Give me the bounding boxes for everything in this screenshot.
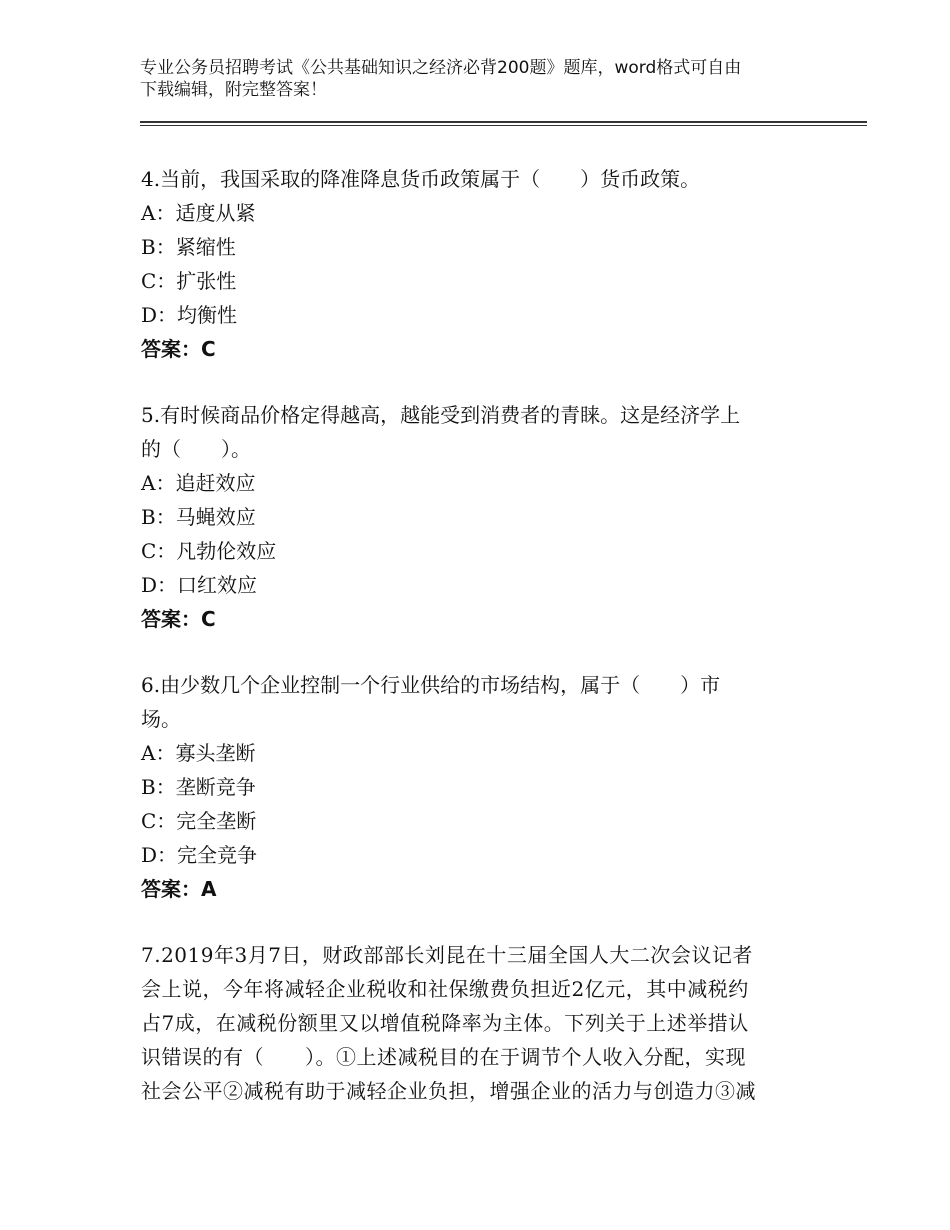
option-b: B：紧缩性 [141,235,236,259]
option-b: B：马蝇效应 [141,505,256,529]
answer-label: 答案：C [141,337,216,361]
option-c: C：扩张性 [141,269,237,293]
option-c: C：凡勃伦效应 [141,539,277,563]
question-block [141,938,806,1108]
answer-label: 答案：C [141,607,216,631]
option-d: D：完全竞争 [141,843,258,867]
question-block [141,162,806,366]
option-d: D：口红效应 [141,573,258,597]
question-text: 社会公平②减税有助于减轻企业负担，增强企业的活力与创造力③减 [141,1079,756,1103]
header-divider [140,125,867,126]
header-line: 专业公务员招聘考试《公共基础知识之经济必背200题》题库，word格式可自由 [140,58,742,78]
page-header [140,57,830,101]
option-b: B：垄断竞争 [141,775,256,799]
answer-label: 答案：A [141,877,217,901]
question-text: 会上说，今年将减轻企业税收和社保缴费负担近2亿元，其中减税约 [141,977,749,1001]
question-text: 5.有时候商品价格定得越高，越能受到消费者的青睐。这是经济学上 [141,403,741,427]
question-list [141,162,806,1108]
question-text: 场。 [141,707,181,731]
option-a: A：寡头垄断 [141,741,256,765]
question-block [141,668,806,906]
question-text: 4.当前，我国采取的降准降息货币政策属于（ ）货币政策。 [141,167,701,191]
question-text: 识错误的有（ ）。①上述减税目的在于调节个人收入分配，实现 [141,1045,746,1069]
question-text: 7.2019年3月7日，财政部部长刘昆在十三届全国人大二次会议记者 [141,943,753,967]
option-c: C：完全垄断 [141,809,257,833]
option-d: D：均衡性 [141,303,238,327]
header-divider [140,121,867,123]
question-text: 占7成，在减税份额里又以增值税降率为主体。下列关于上述举措认 [141,1011,749,1035]
option-a: A：追赶效应 [141,471,256,495]
question-text: 的（ ）。 [141,437,251,461]
question-text: 6.由少数几个企业控制一个行业供给的市场结构，属于（ ）市 [141,673,721,697]
header-line: 下载编辑，附完整答案！ [140,80,327,100]
option-a: A：适度从紧 [141,201,256,225]
question-block [141,398,806,636]
